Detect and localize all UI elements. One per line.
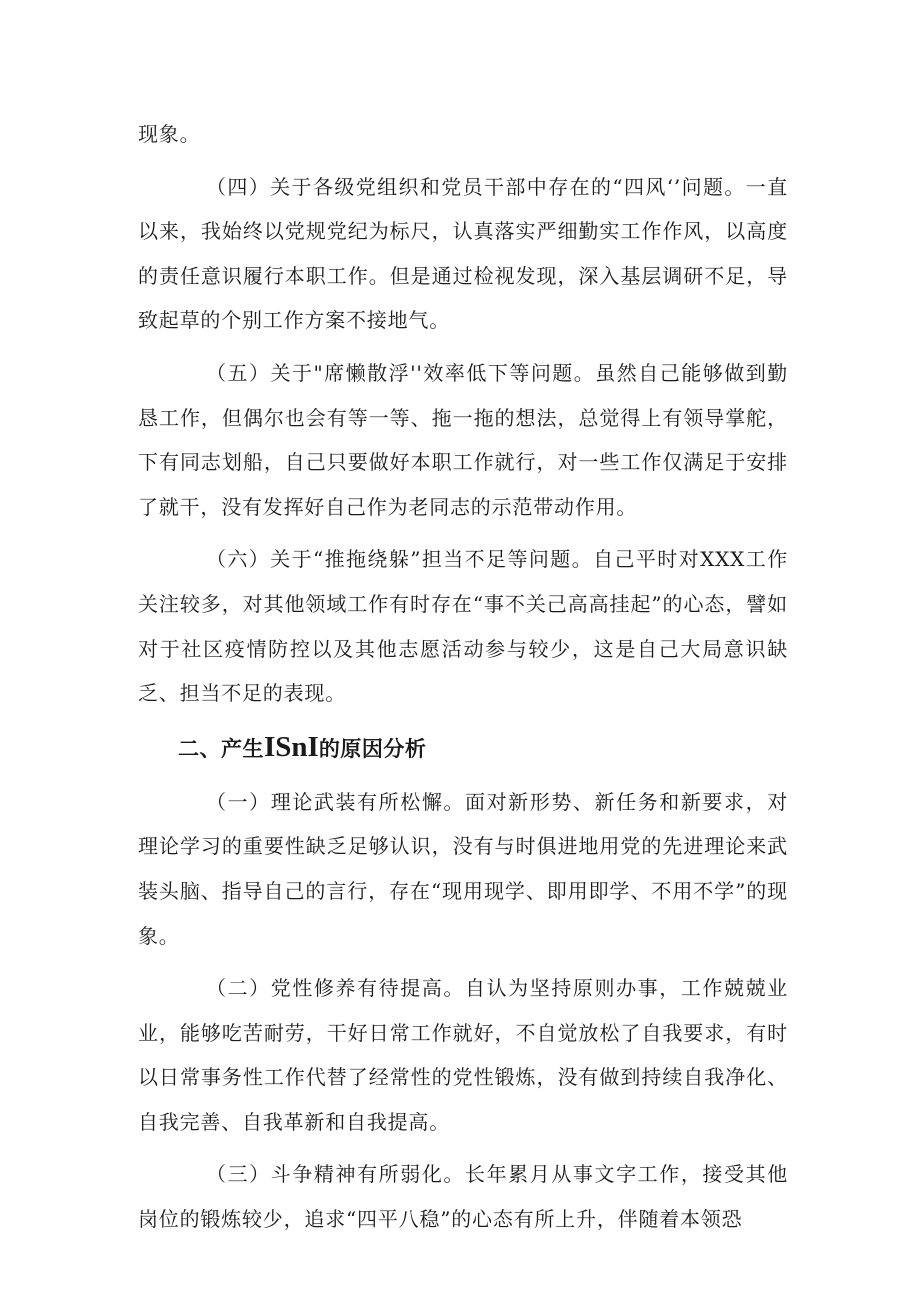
paragraph-four-winds: （四）关于各级党组织和党员干部中存在的“四风‘’问题。一直以来，我始终以党规党纪为标尺，认真落实严细勤实工作作风，以高度的责任意识履行本职工作。但是通过检视发现，深入基层调研不足，导致起草的个别工作方案不接地气。 (138, 174, 788, 333)
document-body (138, 112, 788, 1242)
paragraph-theory: （一）理论武装有所松懈。面对新形势、新任务和新要求，对理论学习的重要性缺乏足够认识，没有与时俱进地用党的先进理论来武装头脑、指导自己的言行，存在“现用现学、即用即学、不用不学”的现象。 (138, 789, 788, 948)
paragraph-struggle: （三）斗争精神有所弱化。长年累月从事文字工作，接受其他岗位的锻炼较少，追求“四平八稳”的心态有所上升，伴随着本领恐 (138, 1162, 788, 1232)
section-heading (138, 724, 788, 772)
heading-prefix: 二、产生 (178, 736, 264, 761)
heading-garbled-text: ISnI (264, 730, 319, 763)
paragraph-responsibility: （六）关于“推拖绕躲”担当不足等问题。自己平时对XXX工作关注较多，对其他领域工作有时存在“事不关己高高挂起”的心态，譬如对于社区疫情防控以及其他志愿活动参与较少，这是自己大局意识缺乏、担当不足的表现。 (138, 547, 788, 706)
paragraph-party-spirit: （二）党性修养有待提高。自认为坚持原则办事，工作兢兢业业，能够吃苦耐劳，干好日常工作就好，不自觉放松了自我要求，有时以日常事务性工作代替了经常性的党性锻炼，没有做到持续自我净化、自我完善、自我革新和自我提高。 (138, 976, 788, 1134)
paragraph-continuation: 现象。 (138, 122, 201, 146)
paragraph-efficiency: （五）关于"席懒散浮''效率低下等问题。虽然自己能够做到勤恳工作，但偶尔也会有等一等、拖一拖的想法，总觉得上有领导掌舵，下有同志划船，自己只要做好本职工作就行，对一些工作仅满足于安排了就干，没有发挥好自己作为老同志的示范带动作用。 (138, 360, 788, 519)
heading-suffix: 的原因分析 (318, 736, 427, 761)
